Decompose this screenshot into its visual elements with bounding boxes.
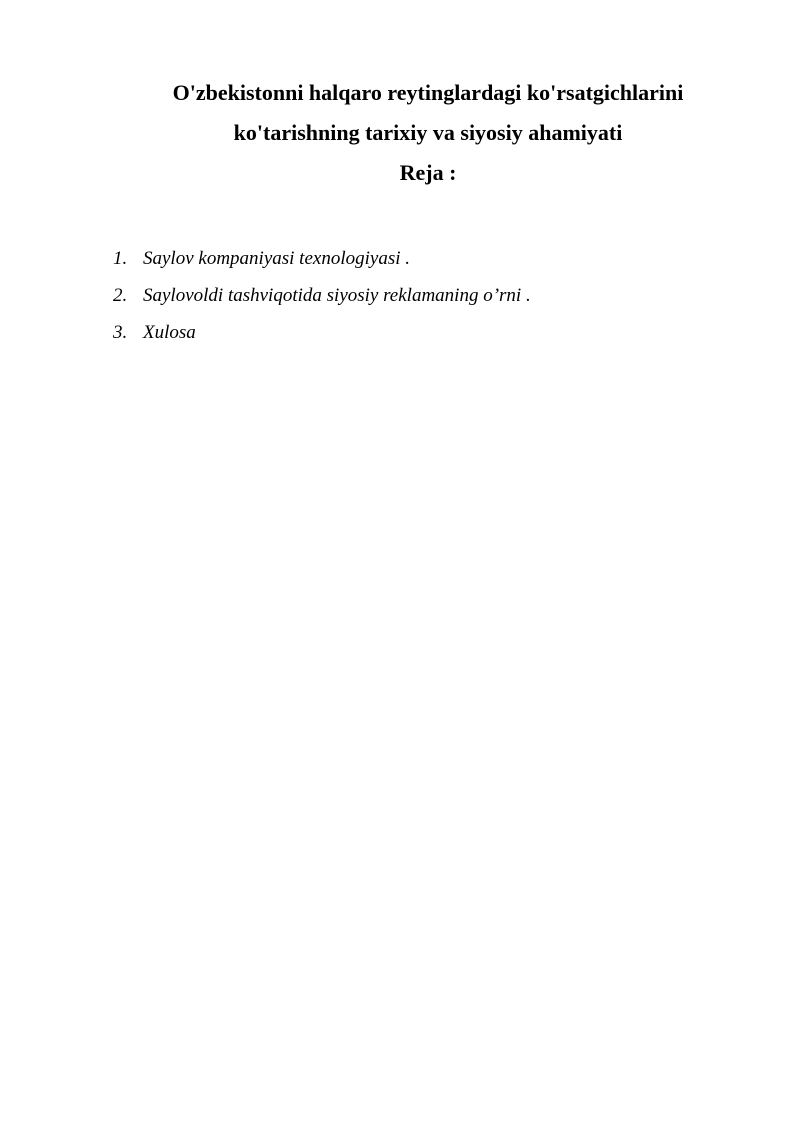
list-item [113,277,531,314]
plan-heading: Reja : [399,160,457,185]
document-title [100,73,756,193]
list-item-text: Xulosa [143,322,196,343]
title-line-1: O'zbekistonni halqaro reytinglardagi ko'rsatgichlarini [172,80,684,105]
list-item-text: Saylovoldi tashviqotida siyosiy reklamaning o’rni . [143,285,531,306]
list-item-number: 1. [113,248,128,269]
list-item-number: 3. [113,322,128,343]
list-item-text: Saylov kompaniyasi texnologiyasi . [143,248,410,269]
list-item-number: 2. [113,285,128,306]
plan-list [113,240,531,351]
title-line-2: ko'tarishning tarixiy va siyosiy ahamiyati [233,120,623,145]
list-item [113,314,531,351]
list-item [113,240,531,277]
